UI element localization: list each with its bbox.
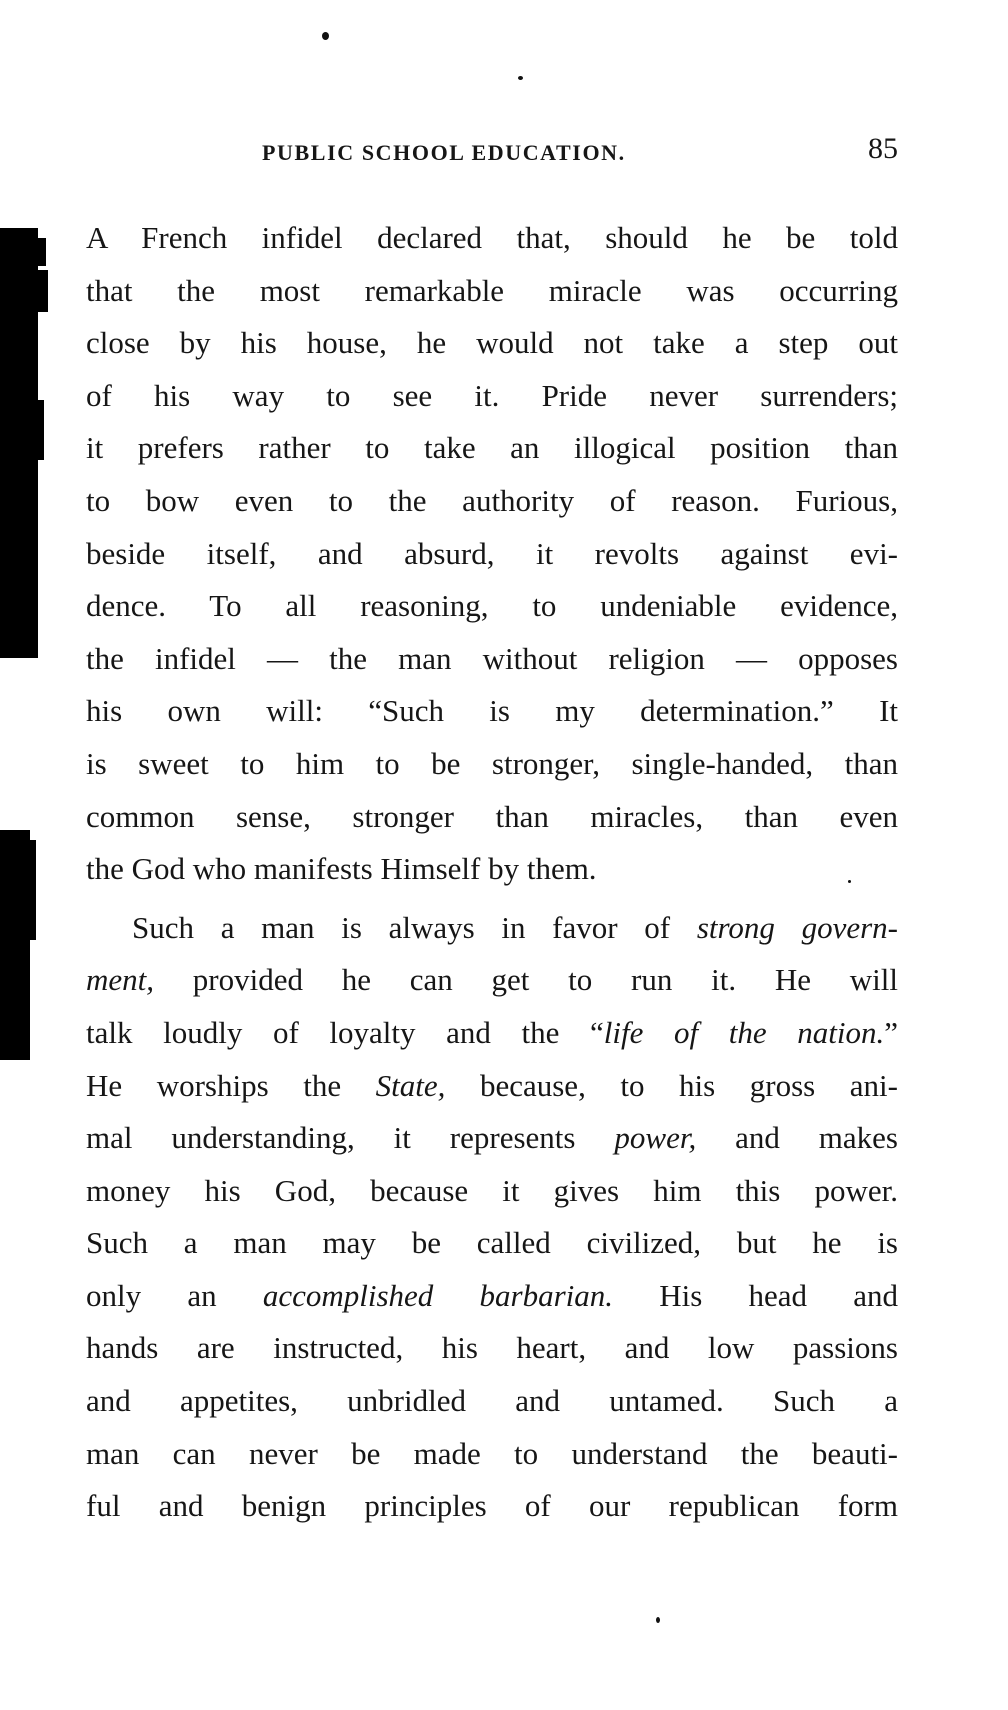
italic-emphasis: State, [375,1067,446,1103]
text-line [86,954,898,1007]
text-line: it prefers rather to take an illogical position than [86,430,898,466]
text-run: Such a man is always in favor of [132,909,697,945]
scan-speck [322,32,329,40]
scan-edge-shadow-upper [0,228,38,658]
scan-edge-notch [38,270,48,312]
text-run: provided he can get to run it. He will [154,962,898,998]
text-line: his own will: “Such is my determination.” It [86,693,898,729]
text-line: the God who manifests Himself by them. [86,851,597,887]
scan-speck [656,1617,660,1623]
text-line: money his God, because it gives him this power. [86,1172,898,1208]
text-line: that the most remarkable miracle was occurring [86,272,898,308]
running-head: PUBLIC SCHOOL EDUCATION. [262,140,626,165]
text-run: because, to his gross ani- [445,1067,898,1103]
text-line: A French infidel declared that, should he be told [86,220,898,255]
text-run: and makes [696,1120,898,1156]
text-line: and appetites, unbridled and untamed. Such a [86,1383,898,1419]
text-line: dence. To all reasoning, to undeniable evidence, [86,588,898,624]
text-run: only an [86,1277,263,1313]
text-run: His head and [613,1277,899,1313]
text-line [86,1112,898,1165]
scan-edge-notch [38,238,46,266]
italic-emphasis: power, [614,1120,697,1156]
text-line [86,902,898,955]
text-line: to bow even to the authority of reason. Furious, [86,482,898,518]
text-line [86,1007,898,1060]
text-line: is sweet to him to be stronger, single-handed, than [86,745,898,781]
text-run: talk loudly of loyalty and the “ [86,1014,604,1050]
text-line: beside itself, and absurd, it revolts against evi- [86,535,898,571]
text-line [86,1060,898,1113]
italic-emphasis: ment, [86,962,155,998]
page-header [262,132,898,172]
paragraph [86,902,898,1533]
text-run: ” [884,1014,899,1050]
text-line [86,1270,898,1323]
text-line: Such a man may be called civilized, but he is [86,1225,898,1261]
scan-edge-notch [30,840,36,940]
text-line: ful and benign principles of our republican form [86,1488,898,1524]
text-run: He worships the [86,1067,376,1103]
text-line: of his way to see it. Pride never surrenders; [86,377,898,413]
italic-emphasis: life of the nation. [603,1014,885,1050]
body-text [86,212,898,1533]
paragraph [86,212,898,896]
scan-edge-shadow-lower [0,830,30,1060]
italic-emphasis: accomplished barbarian. [262,1277,613,1313]
text-line: common sense, stronger than miracles, than even [86,798,898,834]
text-line: man can never be made to understand the beauti- [86,1435,898,1471]
text-line: close by his house, he would not take a step out [86,325,898,361]
scan-edge-notch [38,400,44,460]
scan-speck [518,76,523,80]
text-line: hands are instructed, his heart, and low passions [86,1330,898,1366]
text-run: mal understanding, it represents [86,1120,615,1156]
page-number: 85 [868,132,898,165]
italic-emphasis: strong govern- [696,909,899,945]
text-line: the infidel — the man without religion — opposes [86,640,898,676]
